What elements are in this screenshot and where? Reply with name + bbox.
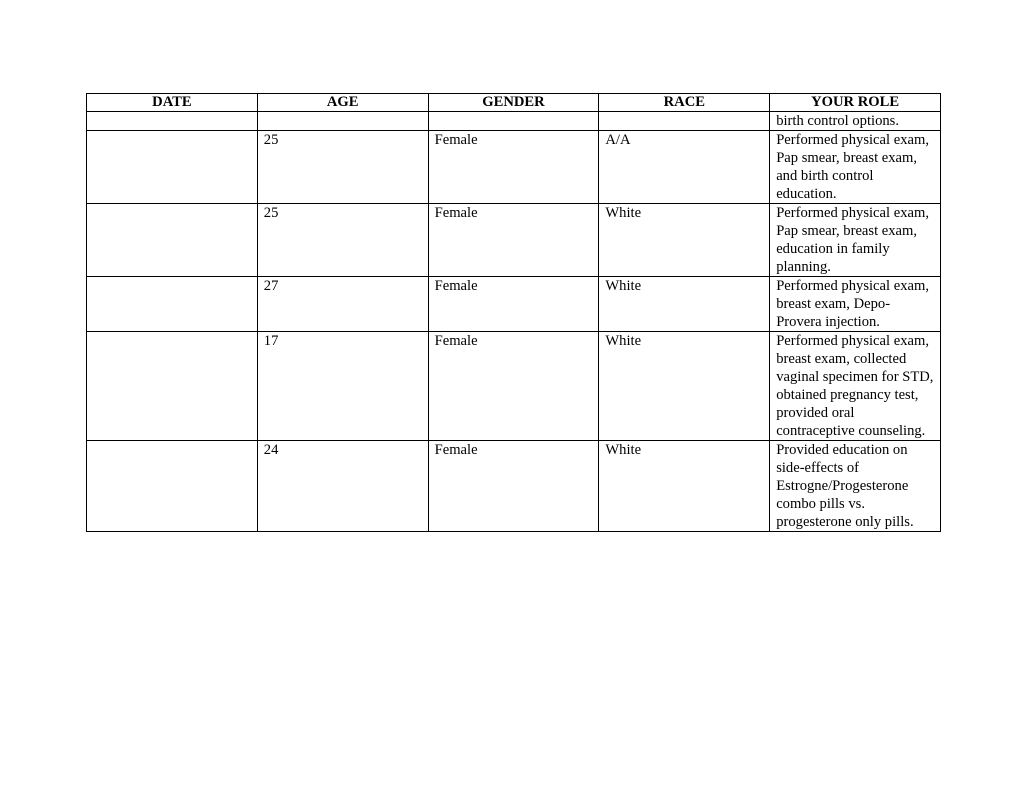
cell-date bbox=[87, 332, 258, 441]
cell-date bbox=[87, 131, 258, 204]
cell-race: A/A bbox=[599, 131, 770, 204]
cell-race bbox=[599, 112, 770, 131]
cell-gender: Female bbox=[428, 204, 599, 277]
cell-gender bbox=[428, 112, 599, 131]
header-row bbox=[87, 94, 941, 112]
table-body bbox=[87, 112, 941, 532]
cell-age: 17 bbox=[257, 332, 428, 441]
cell-role: Performed physical exam, Pap smear, breast exam, and birth control education. bbox=[770, 131, 941, 204]
cell-gender: Female bbox=[428, 332, 599, 441]
cell-date bbox=[87, 441, 258, 532]
cell-date bbox=[87, 112, 258, 131]
table-row bbox=[87, 131, 941, 204]
cell-date bbox=[87, 277, 258, 332]
cell-age bbox=[257, 112, 428, 131]
cell-race: White bbox=[599, 441, 770, 532]
table-row bbox=[87, 112, 941, 131]
cell-race: White bbox=[599, 204, 770, 277]
cell-date bbox=[87, 204, 258, 277]
cell-age: 27 bbox=[257, 277, 428, 332]
cell-gender: Female bbox=[428, 277, 599, 332]
header-gender: GENDER bbox=[428, 94, 599, 112]
cell-role: Performed physical exam, Pap smear, breast exam, education in family planning. bbox=[770, 204, 941, 277]
header-race: RACE bbox=[599, 94, 770, 112]
cell-race: White bbox=[599, 332, 770, 441]
cell-role: Provided education on side-effects of Estrogne/Progesterone combo pills vs. progesterone only pills. bbox=[770, 441, 941, 532]
header-age: AGE bbox=[257, 94, 428, 112]
cell-role: Performed physical exam, breast exam, Depo-Provera injection. bbox=[770, 277, 941, 332]
header-date: DATE bbox=[87, 94, 258, 112]
table-row bbox=[87, 277, 941, 332]
table-header bbox=[87, 94, 941, 112]
cell-age: 25 bbox=[257, 131, 428, 204]
cell-role: Performed physical exam, breast exam, collected vaginal specimen for STD, obtained pregnancy test, provided oral contraceptive counseling. bbox=[770, 332, 941, 441]
cell-age: 24 bbox=[257, 441, 428, 532]
cell-race: White bbox=[599, 277, 770, 332]
header-your-role: YOUR ROLE bbox=[770, 94, 941, 112]
cell-role: birth control options. bbox=[770, 112, 941, 131]
clinical-log-table bbox=[86, 93, 941, 532]
table-row bbox=[87, 441, 941, 532]
table-row bbox=[87, 204, 941, 277]
cell-gender: Female bbox=[428, 131, 599, 204]
cell-age: 25 bbox=[257, 204, 428, 277]
cell-gender: Female bbox=[428, 441, 599, 532]
table-row bbox=[87, 332, 941, 441]
